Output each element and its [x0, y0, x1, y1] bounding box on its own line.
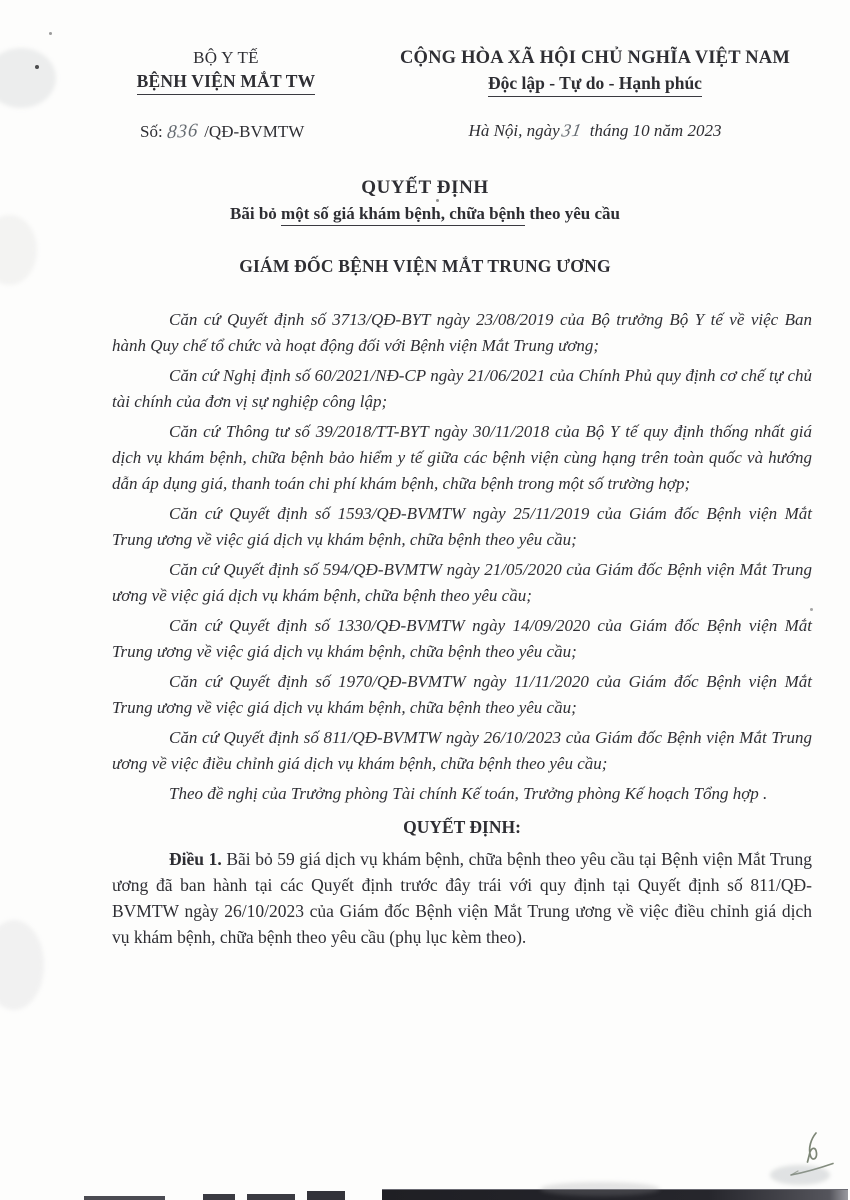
article-1-text: Bãi bỏ 59 giá dịch vụ khám bệnh, chữa bệnh theo yêu cầu tại Bệnh viện Mắt Trung ương đã ban hành tại các Quyết định trước đây trái với quy định tại Quyết định số 811/QĐ-BVMTW ngày 26/10/2023 của Giám đốc Bệnh viện Mắt Trung ương về việc điều chỉnh giá dịch vụ khám bệnh, chữa bệnh theo yêu cầu (phụ lục kèm theo).: [112, 849, 813, 947]
preamble-paragraph: Căn cứ Thông tư số 39/2018/TT-BYT ngày 30/11/2018 của Bộ Y tế quy định thống nhất giá dịch vụ khám bệnh, chữa bệnh bảo hiểm y tế giữa các bệnh viện cùng hạng trên toàn quốc và hướng dẫn áp dụng giá, thanh toán chi phí khám bệnh, chữa bệnh trong một số trường hợp;: [112, 422, 812, 493]
article-1-paragraph: [112, 846, 812, 950]
subtitle-prefix: Bãi bỏ: [230, 204, 282, 223]
preamble-paragraph: Căn cứ Quyết định số 1970/QĐ-BVMTW ngày 11/11/2020 của Giám đốc Bệnh viện Mắt Trung ương về việc giá dịch vụ khám bệnh, chữa bệnh theo yêu cầu;: [112, 672, 812, 717]
scan-artifact-bar: [247, 1194, 295, 1200]
article-1: [112, 846, 812, 950]
national-motto-block: [370, 48, 820, 143]
scan-speck: [810, 608, 813, 611]
document-title: QUYẾT ĐỊNH: [361, 177, 489, 198]
title-block: [0, 177, 850, 224]
handwritten-document-number: 836: [166, 119, 199, 144]
scan-artifact-bar: [84, 1196, 165, 1200]
subtitle-suffix: theo yêu cầu: [525, 204, 620, 223]
document-subtitle: [0, 204, 850, 224]
scan-smudge: [770, 1165, 830, 1185]
preamble-paragraph: Căn cứ Quyết định số 1593/QĐ-BVMTW ngày 25/11/2019 của Giám đốc Bệnh viện Mắt Trung ương về việc giá dịch vụ khám bệnh, chữa bệnh theo yêu cầu;: [112, 504, 812, 549]
dateline-prefix: Hà Nội, ngày: [468, 121, 560, 140]
preamble-paragraph: Theo đề nghị của Trưởng phòng Tài chính Kế toán, Trưởng phòng Kế hoạch Tổng hợp .: [169, 784, 768, 803]
handwritten-day: 31: [560, 119, 584, 141]
subtitle-underlined-part: một số giá khám bệnh, chữa bệnh: [281, 204, 525, 226]
scan-smudge: [540, 1182, 660, 1196]
national-motto: Độc lập - Tự do - Hạnh phúc: [488, 73, 702, 97]
issuing-authority-title: GIÁM ĐỐC BỆNH VIỆN MẮT TRUNG ƯƠNG: [239, 256, 611, 276]
document-number-suffix: /QĐ-BVMTW: [204, 122, 305, 141]
article-1-lead: Điều 1.: [169, 849, 222, 869]
document-header: [0, 0, 850, 143]
preamble-paragraph: Căn cứ Nghị định số 60/2021/NĐ-CP ngày 21/06/2021 của Chính Phủ quy định cơ chế tự chủ tài chính của đơn vị sự nghiệp công lập;: [112, 366, 812, 411]
decision-heading: QUYẾT ĐỊNH:: [403, 817, 521, 837]
dateline-suffix: tháng 10 năm 2023: [589, 121, 722, 140]
preamble-paragraph: Căn cứ Quyết định số 3713/QĐ-BYT ngày 23/08/2019 của Bộ trưởng Bộ Y tế về việc Ban hành Quy chế tổ chức và hoạt động đối với Bệnh viện Mắt Trung ương;: [112, 310, 812, 355]
scan-speck: [49, 32, 52, 35]
issuing-agency-block: [92, 48, 360, 143]
place-date-line: [370, 120, 820, 141]
document-number-label: Số:: [140, 122, 163, 141]
preamble-paragraph: Căn cứ Quyết định số 1330/QĐ-BVMTW ngày 14/09/2020 của Giám đốc Bệnh viện Mắt Trung ương về việc giá dịch vụ khám bệnh, chữa bệnh theo yêu cầu;: [112, 616, 812, 661]
preamble-paragraph: Căn cứ Quyết định số 811/QĐ-BVMTW ngày 26/10/2023 của Giám đốc Bệnh viện Mắt Trung ương về việc điều chỉnh giá dịch vụ khám bệnh, chữa bệnh theo yêu cầu;: [112, 728, 812, 773]
national-title: CỘNG HÒA XÃ HỘI CHỦ NGHĨA VIỆT NAM: [399, 48, 791, 68]
hospital-name: BỆNH VIỆN MẮT TW: [137, 71, 316, 95]
scan-artifact-bar: [307, 1191, 345, 1200]
scan-speck: [436, 199, 439, 202]
preamble-paragraph: Căn cứ Quyết định số 594/QĐ-BVMTW ngày 21/05/2020 của Giám đốc Bệnh viện Mắt Trung ương về việc giá dịch vụ khám bệnh, chữa bệnh theo yêu cầu;: [112, 560, 812, 605]
document-body: [112, 307, 812, 950]
document-number-line: [92, 121, 360, 143]
scan-artifact-bar: [203, 1194, 235, 1200]
scan-smudge: [0, 920, 44, 1010]
parent-agency-name: BỘ Y TẾ: [193, 48, 259, 67]
